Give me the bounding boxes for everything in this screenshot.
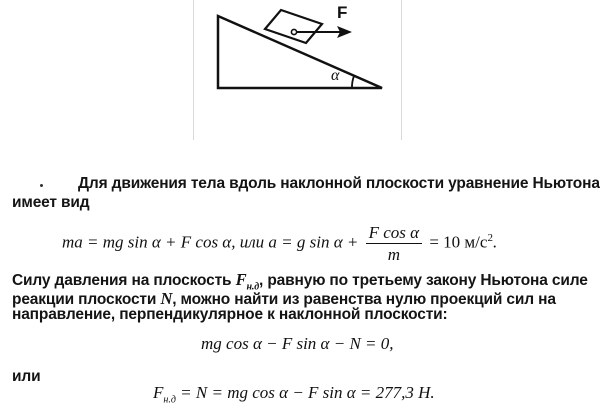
- angle-label: α: [331, 67, 340, 84]
- pressure-line-1-tail: , равную по третьему закону Ньютона силе: [259, 272, 588, 289]
- eq1-fraction: [366, 223, 422, 264]
- eq1-exponent: 2: [487, 232, 493, 244]
- eq3-F: F: [153, 383, 164, 402]
- margin-dot: [40, 184, 43, 187]
- angle-arc: [352, 76, 354, 88]
- figure-frame-right: [401, 0, 402, 140]
- inline-N: N: [160, 289, 173, 308]
- inline-F-subscript: н.д: [246, 281, 260, 293]
- pressure-line-2-start: реакции плоскости: [12, 291, 157, 308]
- equation-projection: mg cos α − F sin α − N = 0,: [201, 334, 394, 353]
- force-label: F: [337, 3, 348, 22]
- figure-frame-left: [193, 0, 194, 140]
- eq1-end: .: [492, 232, 498, 252]
- eq3-rest: = N = mg cos α − F sin α = 277,3 Н.: [175, 383, 435, 402]
- equation-newton: [62, 218, 498, 265]
- eq3-subscript: н.д: [163, 394, 176, 406]
- eq1-denominator: m: [387, 245, 400, 265]
- eq1-right: = 10 м/с: [429, 232, 488, 252]
- intro-line-1: Для движения тела вдоль наклонной плоскости уравнение Ньютона: [78, 175, 600, 192]
- equation-result: [153, 383, 435, 405]
- eq1-left: ma = mg sin α + F cos α, или a = g sin α +: [62, 232, 359, 252]
- pressure-line-3: направление, перпендикулярное к наклонной плоскости:: [12, 306, 448, 323]
- intro-line-2: имеет вид: [12, 194, 90, 211]
- or-word: или: [12, 368, 41, 385]
- inline-F-nd: [235, 270, 260, 293]
- eq1-numerator: F cos α: [366, 223, 422, 244]
- inline-F-symbol: F: [235, 270, 247, 289]
- incline-triangle: [218, 16, 382, 88]
- force-origin-dot: [291, 29, 296, 34]
- inclined-plane-figure: [200, 0, 400, 100]
- pressure-line-1-start: Силу давления на плоскость: [12, 272, 232, 289]
- block: [265, 10, 322, 43]
- pressure-line-2-tail: , можно найти из равенства нулю проекций сил на: [172, 291, 556, 308]
